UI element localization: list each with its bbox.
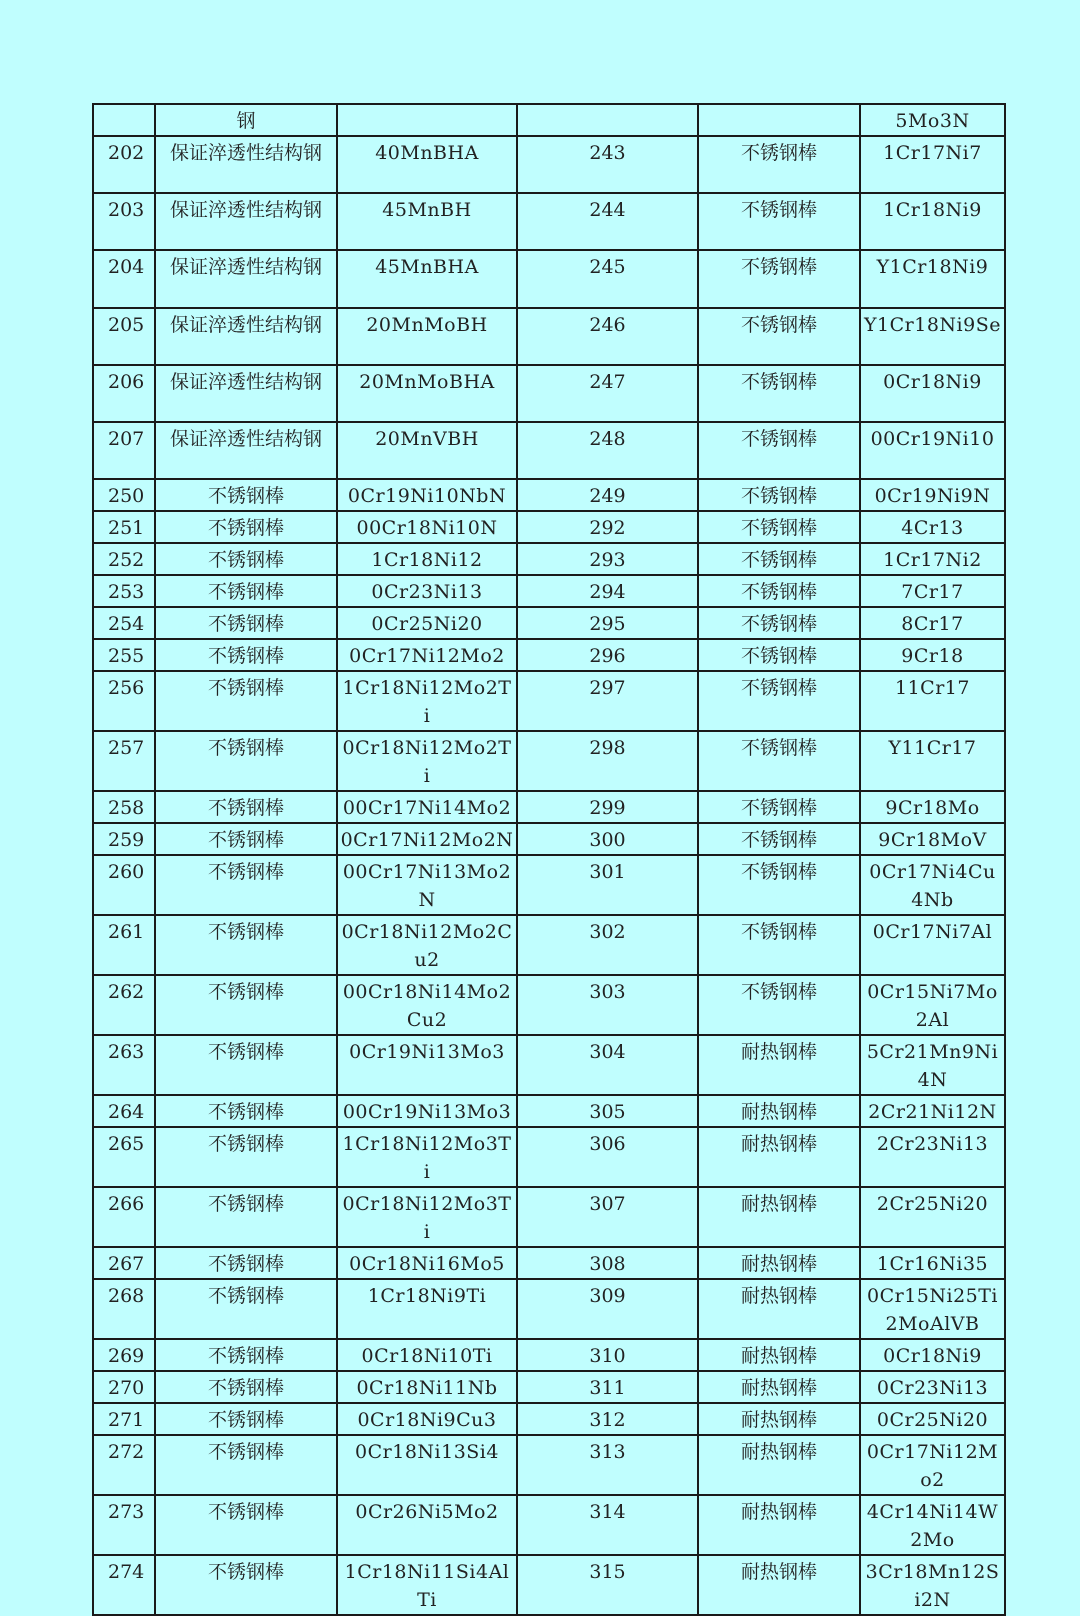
serial-number-cell: 310 [517,1339,698,1371]
steel-grade-cell: 9Cr18MoV [860,823,1005,855]
steel-grade-cell: 00Cr17Ni13Mo2N [337,855,517,915]
steel-grade-cell: 1Cr18Ni12 [337,543,517,575]
steel-grade-cell: 1Cr16Ni35 [860,1247,1005,1279]
table-row [93,193,1005,250]
serial-number-cell: 298 [517,731,698,791]
steel-category-cell: 耐热钢棒 [698,1339,860,1371]
steel-category-cell: 不锈钢棒 [698,250,860,308]
serial-number-cell: 263 [93,1035,155,1095]
steel-grade-cell: 0Cr18Ni16Mo5 [337,1247,517,1279]
steel-category-cell: 不锈钢棒 [155,975,337,1035]
steel-category-cell: 不锈钢棒 [698,915,860,975]
table-row [93,1035,1005,1095]
steel-category-cell: 耐热钢棒 [698,1435,860,1495]
steel-grade-cell: 0Cr19Ni9N [860,479,1005,511]
steel-grade-cell: 0Cr15Ni25Ti2MoAlVB [860,1279,1005,1339]
steel-grade-cell: 00Cr19Ni13Mo3 [337,1095,517,1127]
serial-number-cell: 206 [93,365,155,422]
serial-number-cell: 309 [517,1279,698,1339]
steel-category-cell: 保证淬透性结构钢 [155,193,337,250]
steel-grade-cell: 2Cr25Ni20 [860,1187,1005,1247]
steel-category-cell: 不锈钢棒 [155,1339,337,1371]
serial-number-cell: 296 [517,639,698,671]
steel-category-cell: 不锈钢棒 [698,308,860,365]
serial-number-cell: 205 [93,308,155,365]
steel-category-cell: 不锈钢棒 [698,511,860,543]
steel-grade-cell: 4Cr14Ni14W2Mo [860,1495,1005,1555]
serial-number-cell: 262 [93,975,155,1035]
table-row [93,915,1005,975]
steel-grade-cell: 00Cr18Ni10N [337,511,517,543]
table-row [93,575,1005,607]
serial-number-cell [517,104,698,136]
serial-number-cell: 315 [517,1555,698,1615]
steel-category-cell: 耐热钢棒 [698,1555,860,1615]
steel-category-cell: 不锈钢棒 [698,639,860,671]
steel-category-cell: 不锈钢棒 [155,1127,337,1187]
steel-category-cell: 耐热钢棒 [698,1127,860,1187]
steel-category-cell: 不锈钢棒 [698,791,860,823]
steel-grade-cell: 0Cr23Ni13 [860,1371,1005,1403]
steel-grade-cell: 0Cr18Ni13Si4 [337,1435,517,1495]
serial-number-cell: 253 [93,575,155,607]
steel-grade-cell: 00Cr18Ni14Mo2Cu2 [337,975,517,1035]
steel-category-cell: 不锈钢棒 [155,479,337,511]
steel-grade-cell: 20MnMoBHA [337,365,517,422]
steel-category-cell: 不锈钢棒 [698,422,860,479]
serial-number-cell: 312 [517,1403,698,1435]
steel-grade-cell: 0Cr18Ni10Ti [337,1339,517,1371]
steel-category-cell: 不锈钢棒 [155,607,337,639]
steel-grade-cell: 4Cr13 [860,511,1005,543]
serial-number-cell: 270 [93,1371,155,1403]
serial-number-cell: 306 [517,1127,698,1187]
serial-number-cell: 257 [93,731,155,791]
serial-number-cell: 261 [93,915,155,975]
serial-number-cell: 264 [93,1095,155,1127]
steel-category-cell: 不锈钢棒 [698,193,860,250]
serial-number-cell: 255 [93,639,155,671]
table-row [93,136,1005,193]
steel-grade-cell: 0Cr23Ni13 [337,575,517,607]
steel-grade-cell: 0Cr19Ni10NbN [337,479,517,511]
steel-category-cell: 不锈钢棒 [155,543,337,575]
steel-grade-cell: 0Cr18Ni12Mo2Ti [337,731,517,791]
steel-grade-cell: 1Cr18Ni9 [860,193,1005,250]
serial-number-cell: 246 [517,308,698,365]
steel-category-cell: 耐热钢棒 [698,1495,860,1555]
steel-category-cell: 不锈钢棒 [698,731,860,791]
steel-category-cell [698,104,860,136]
steel-grade-cell: 0Cr15Ni7Mo2Al [860,975,1005,1035]
serial-number-cell: 267 [93,1247,155,1279]
serial-number-cell: 243 [517,136,698,193]
steel-category-cell: 不锈钢棒 [698,671,860,731]
table-row [93,511,1005,543]
steel-grade-cell: 0Cr18Ni11Nb [337,1371,517,1403]
steel-grade-cell: 0Cr19Ni13Mo3 [337,1035,517,1095]
steel-grade-cell: 1Cr17Ni2 [860,543,1005,575]
steel-grade-cell: 0Cr25Ni20 [860,1403,1005,1435]
steel-grade-cell: 9Cr18 [860,639,1005,671]
table-row [93,104,1005,136]
steel-grade-cell: 20MnVBH [337,422,517,479]
table-row [93,365,1005,422]
table-row [93,308,1005,365]
table-row [93,639,1005,671]
steel-grade-cell: 0Cr17Ni7Al [860,915,1005,975]
table-row [93,1435,1005,1495]
steel-grade-cell: 2Cr21Ni12N [860,1095,1005,1127]
serial-number-cell: 203 [93,193,155,250]
serial-number-cell: 258 [93,791,155,823]
steel-category-cell: 保证淬透性结构钢 [155,136,337,193]
serial-number-cell: 311 [517,1371,698,1403]
serial-number-cell: 301 [517,855,698,915]
steel-grade-cell: 5Cr21Mn9Ni4N [860,1035,1005,1095]
steel-category-cell: 不锈钢棒 [155,1371,337,1403]
serial-number-cell: 299 [517,791,698,823]
steel-grade-cell: 45MnBH [337,193,517,250]
serial-number-cell: 269 [93,1339,155,1371]
steel-grade-cell: 00Cr19Ni10 [860,422,1005,479]
serial-number-cell: 256 [93,671,155,731]
steel-grade-cell: Y1Cr18Ni9 [860,250,1005,308]
serial-number-cell: 313 [517,1435,698,1495]
steel-category-cell: 不锈钢棒 [698,575,860,607]
steel-category-cell: 不锈钢棒 [155,511,337,543]
steel-grade-cell [337,104,517,136]
serial-number-cell: 307 [517,1187,698,1247]
steel-grade-cell: 0Cr17Ni12Mo2 [860,1435,1005,1495]
steel-category-cell: 耐热钢棒 [698,1371,860,1403]
steel-grade-cell: 2Cr23Ni13 [860,1127,1005,1187]
table-row [93,1495,1005,1555]
serial-number-cell: 305 [517,1095,698,1127]
steel-category-cell: 不锈钢棒 [698,365,860,422]
table-row [93,479,1005,511]
serial-number-cell: 297 [517,671,698,731]
steel-grade-cell: 0Cr18Ni12Mo3Ti [337,1187,517,1247]
serial-number-cell: 260 [93,855,155,915]
steel-category-cell: 耐热钢棒 [698,1187,860,1247]
serial-number-cell: 294 [517,575,698,607]
serial-number-cell: 303 [517,975,698,1035]
steel-grade-cell: 40MnBHA [337,136,517,193]
serial-number-cell: 250 [93,479,155,511]
steel-category-cell: 耐热钢棒 [698,1095,860,1127]
serial-number-cell: 292 [517,511,698,543]
steel-category-cell: 不锈钢棒 [698,136,860,193]
serial-number-cell: 300 [517,823,698,855]
steel-category-cell: 不锈钢棒 [698,479,860,511]
steel-category-cell: 不锈钢棒 [155,731,337,791]
table-row [93,1127,1005,1187]
serial-number-cell: 271 [93,1403,155,1435]
steel-category-cell: 不锈钢棒 [698,823,860,855]
steel-grade-cell: 0Cr18Ni9 [860,1339,1005,1371]
serial-number-cell: 304 [517,1035,698,1095]
steel-grade-cell: Y1Cr18Ni9Se [860,308,1005,365]
steel-grade-cell: 0Cr17Ni12Mo2 [337,639,517,671]
steel-category-cell: 不锈钢棒 [155,1495,337,1555]
serial-number-cell [93,104,155,136]
serial-number-cell: 273 [93,1495,155,1555]
steel-category-cell: 不锈钢棒 [698,855,860,915]
serial-number-cell: 247 [517,365,698,422]
steel-grade-table [92,103,1006,1616]
steel-category-cell: 保证淬透性结构钢 [155,250,337,308]
steel-grade-cell: 45MnBHA [337,250,517,308]
steel-grade-cell: Y11Cr17 [860,731,1005,791]
steel-grade-cell: 1Cr18Ni11Si4AlTi [337,1555,517,1615]
steel-grade-cell: 0Cr18Ni9Cu3 [337,1403,517,1435]
steel-category-cell: 钢 [155,104,337,136]
steel-category-cell: 不锈钢棒 [155,1403,337,1435]
serial-number-cell: 207 [93,422,155,479]
steel-grade-cell: 9Cr18Mo [860,791,1005,823]
table-row [93,671,1005,731]
steel-grade-cell: 0Cr26Ni5Mo2 [337,1495,517,1555]
steel-category-cell: 保证淬透性结构钢 [155,365,337,422]
table-row [93,1279,1005,1339]
steel-category-cell: 耐热钢棒 [698,1403,860,1435]
serial-number-cell: 204 [93,250,155,308]
steel-grade-cell: 8Cr17 [860,607,1005,639]
steel-category-cell: 不锈钢棒 [155,791,337,823]
steel-grade-cell: 1Cr18Ni12Mo2Ti [337,671,517,731]
table-row [93,1095,1005,1127]
steel-category-cell: 耐热钢棒 [698,1279,860,1339]
table-row [93,1339,1005,1371]
steel-category-cell: 不锈钢棒 [155,1095,337,1127]
serial-number-cell: 295 [517,607,698,639]
steel-grade-cell: 20MnMoBH [337,308,517,365]
serial-number-cell: 248 [517,422,698,479]
table-row [93,791,1005,823]
steel-category-cell: 不锈钢棒 [155,1435,337,1495]
steel-category-cell: 不锈钢棒 [155,823,337,855]
table-row [93,250,1005,308]
steel-grade-cell: 00Cr17Ni14Mo2 [337,791,517,823]
serial-number-cell: 314 [517,1495,698,1555]
steel-category-cell: 不锈钢棒 [155,1555,337,1615]
table-row [93,1403,1005,1435]
steel-category-cell: 不锈钢棒 [155,855,337,915]
steel-category-cell: 不锈钢棒 [698,543,860,575]
steel-category-cell: 保证淬透性结构钢 [155,422,337,479]
table-row [93,855,1005,915]
steel-grade-cell: 0Cr17Ni4Cu4Nb [860,855,1005,915]
table-row [93,731,1005,791]
serial-number-cell: 308 [517,1247,698,1279]
table-row [93,823,1005,855]
serial-number-cell: 266 [93,1187,155,1247]
table-body [93,104,1005,1615]
steel-grade-cell: 3Cr18Mn12Si2N [860,1555,1005,1615]
serial-number-cell: 249 [517,479,698,511]
steel-category-cell: 不锈钢棒 [155,671,337,731]
serial-number-cell: 272 [93,1435,155,1495]
steel-category-cell: 不锈钢棒 [155,1247,337,1279]
steel-grade-cell: 1Cr18Ni12Mo3Ti [337,1127,517,1187]
steel-category-cell: 不锈钢棒 [155,1035,337,1095]
serial-number-cell: 251 [93,511,155,543]
steel-category-cell: 耐热钢棒 [698,1247,860,1279]
table-row [93,543,1005,575]
steel-grade-cell: 1Cr17Ni7 [860,136,1005,193]
serial-number-cell: 302 [517,915,698,975]
serial-number-cell: 202 [93,136,155,193]
serial-number-cell: 268 [93,1279,155,1339]
serial-number-cell: 259 [93,823,155,855]
table-row [93,1555,1005,1615]
serial-number-cell: 293 [517,543,698,575]
steel-category-cell: 不锈钢棒 [155,915,337,975]
steel-category-cell: 不锈钢棒 [155,1187,337,1247]
steel-category-cell: 不锈钢棒 [155,575,337,607]
table-row [93,975,1005,1035]
steel-grade-cell: 7Cr17 [860,575,1005,607]
serial-number-cell: 252 [93,543,155,575]
steel-grade-cell: 1Cr18Ni9Ti [337,1279,517,1339]
steel-grade-cell: 0Cr18Ni12Mo2Cu2 [337,915,517,975]
steel-category-cell: 不锈钢棒 [155,639,337,671]
steel-category-cell: 耐热钢棒 [698,1035,860,1095]
steel-category-cell: 不锈钢棒 [698,975,860,1035]
steel-category-cell: 不锈钢棒 [698,607,860,639]
serial-number-cell: 274 [93,1555,155,1615]
table-row [93,607,1005,639]
steel-category-cell: 不锈钢棒 [155,1279,337,1339]
steel-grade-cell: 0Cr25Ni20 [337,607,517,639]
table-row [93,422,1005,479]
table-row [93,1187,1005,1247]
steel-category-cell: 保证淬透性结构钢 [155,308,337,365]
steel-grade-cell: 11Cr17 [860,671,1005,731]
serial-number-cell: 244 [517,193,698,250]
steel-grade-cell: 0Cr17Ni12Mo2N [337,823,517,855]
steel-grade-cell: 0Cr18Ni9 [860,365,1005,422]
serial-number-cell: 254 [93,607,155,639]
steel-grade-cell: 5Mo3N [860,104,1005,136]
serial-number-cell: 245 [517,250,698,308]
serial-number-cell: 265 [93,1127,155,1187]
table-row [93,1247,1005,1279]
table-row [93,1371,1005,1403]
